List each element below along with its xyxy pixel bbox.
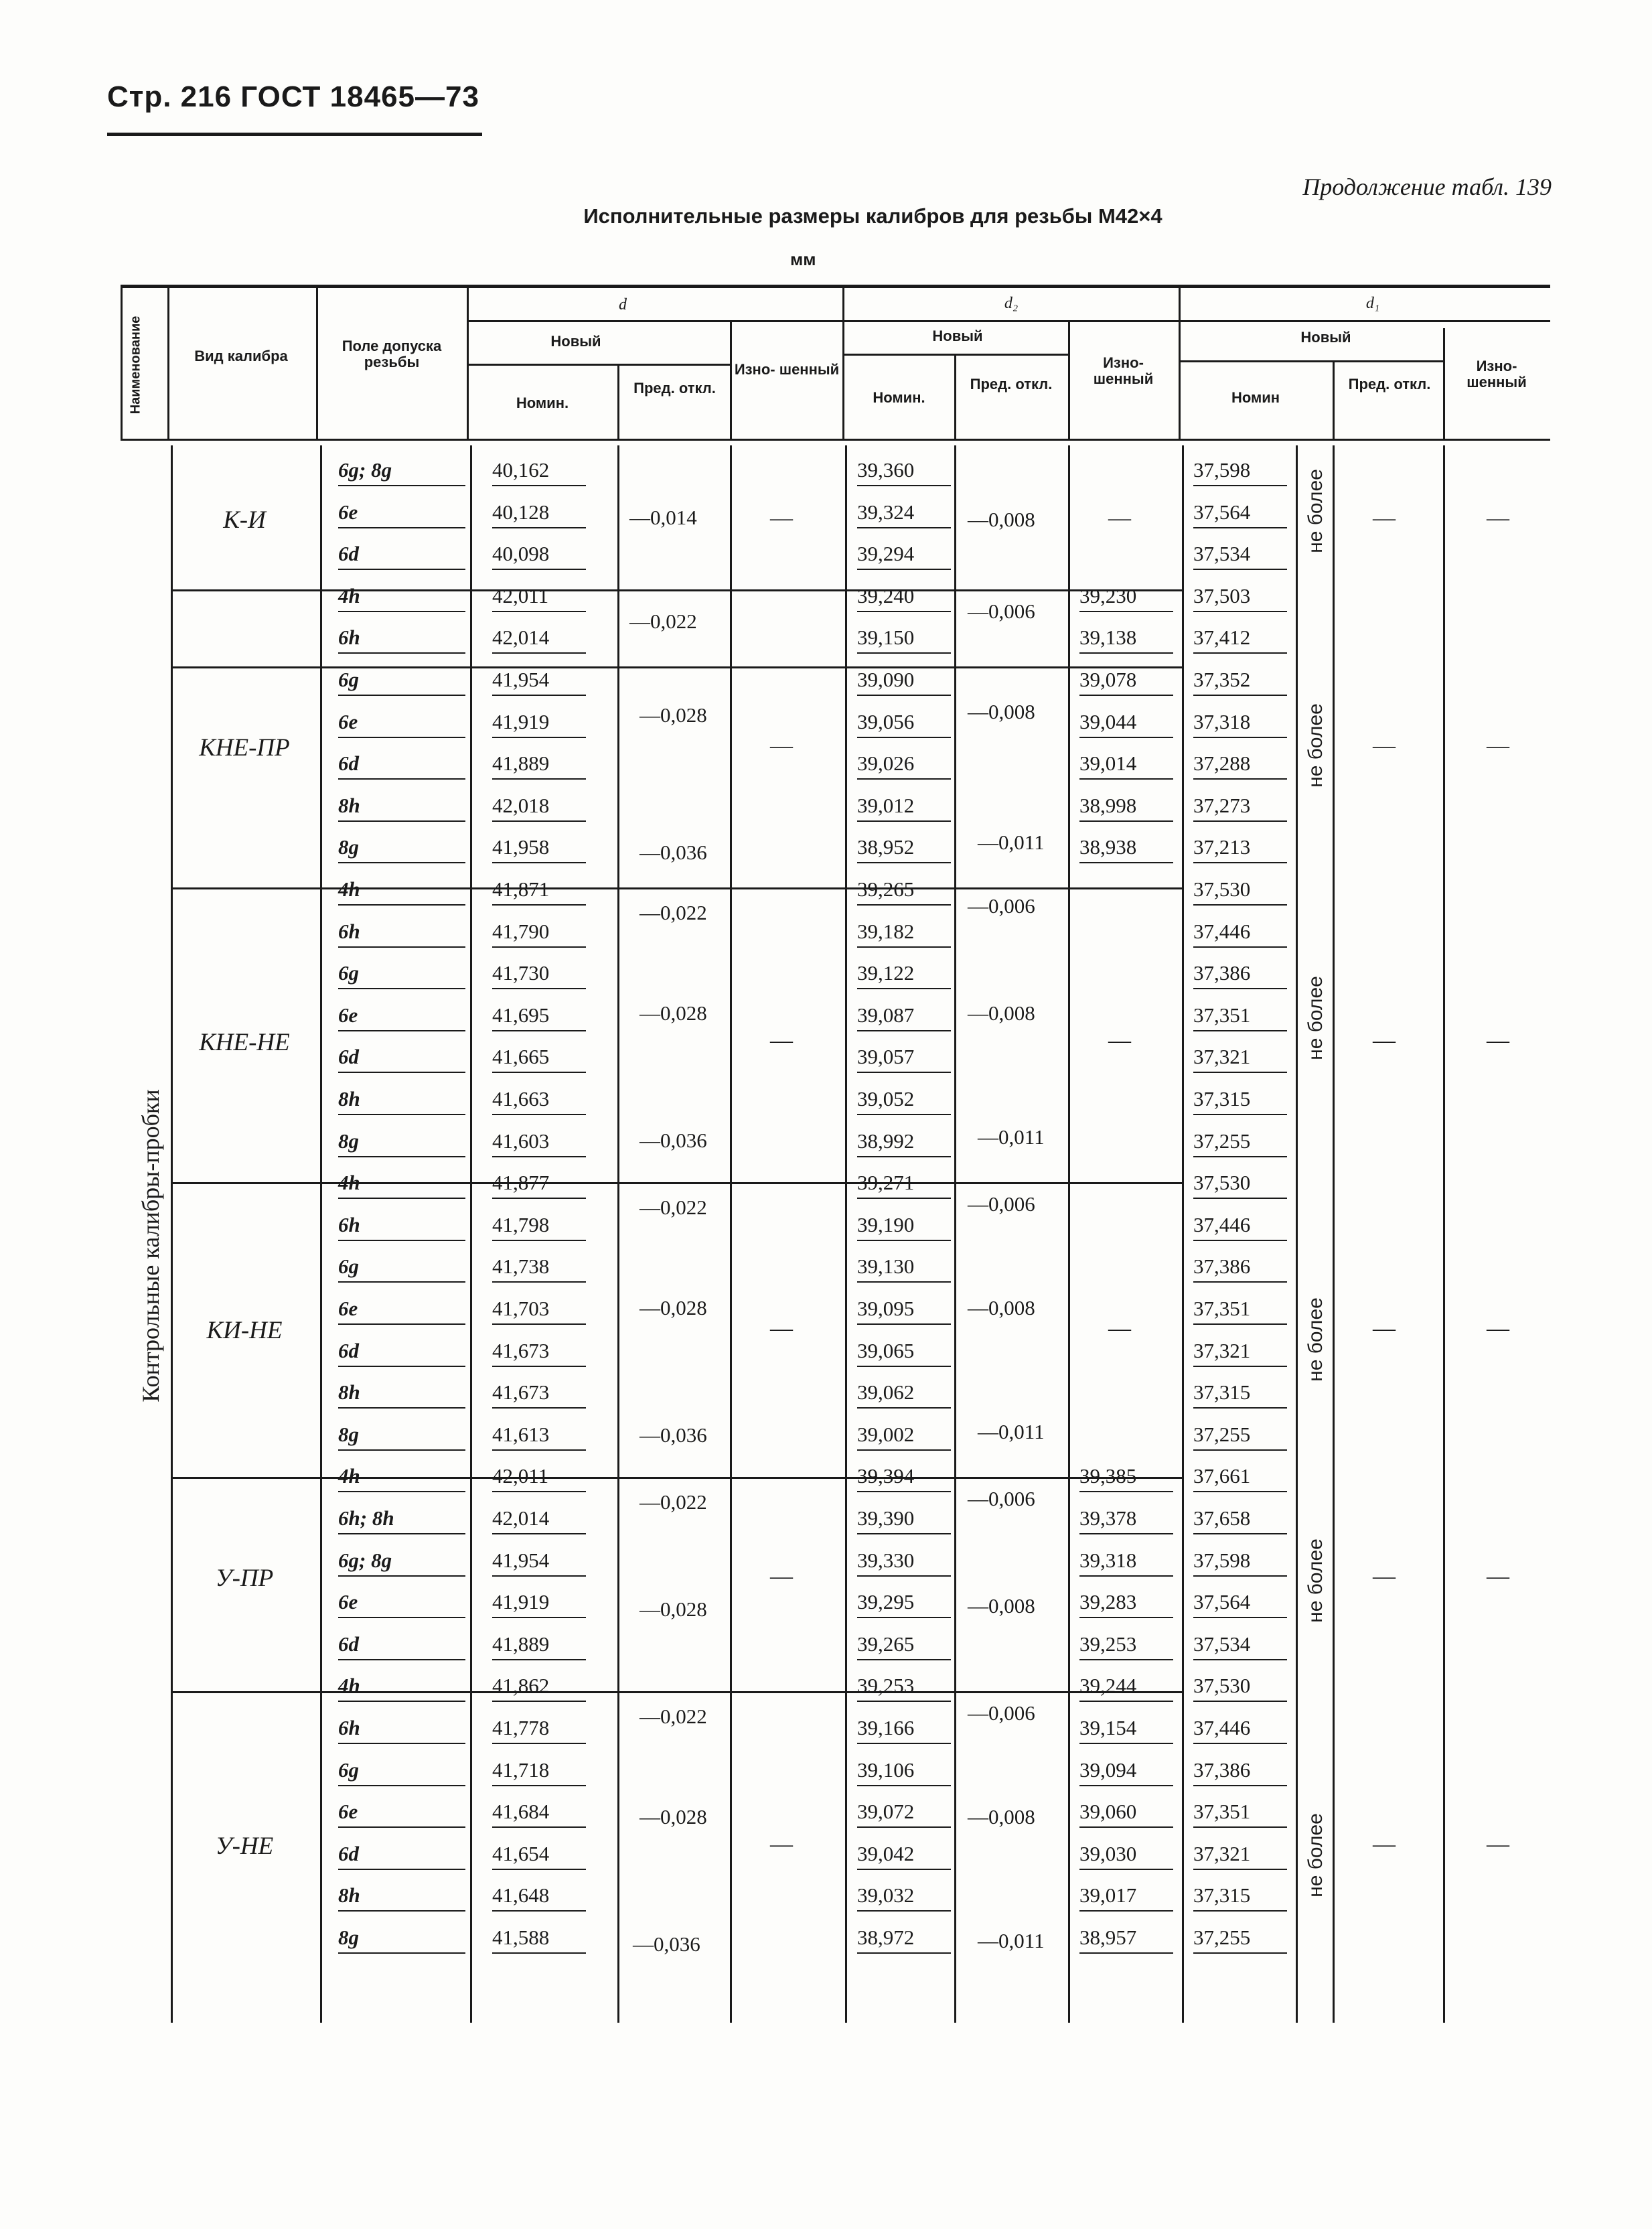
d1-nominal-cell: 37,530	[1193, 875, 1287, 906]
d2-worn-cell: 39,283	[1079, 1587, 1173, 1618]
d2-worn-cell: 39,244	[1079, 1671, 1173, 1702]
column-d1-header: d₁	[1365, 295, 1380, 312]
tolerance-field-cell: 6h	[338, 1210, 465, 1241]
header-line	[467, 364, 730, 366]
d2-worn-cell: 39,385	[1079, 1461, 1173, 1492]
d2-deviation: —0,006	[968, 894, 1035, 918]
d2-worn-cell: 39,318	[1079, 1546, 1173, 1577]
tolerance-field-cell: 6g	[338, 665, 465, 696]
body-line	[171, 445, 173, 2023]
d-nominal-cell: 41,889	[492, 1630, 586, 1660]
d-nominal-cell: 42,011	[492, 1461, 586, 1492]
group-separator	[171, 1477, 1182, 1479]
header-line	[842, 288, 844, 439]
tolerance-field-cell: 8g	[338, 1923, 465, 1954]
header-line	[1068, 321, 1070, 439]
d1-nominal-cell: 37,321	[1193, 1336, 1287, 1367]
d2-nominal-cell: 39,056	[857, 707, 951, 738]
d1-deviation-value: —	[1373, 506, 1396, 530]
d2-nominal-cell: 39,295	[857, 1587, 951, 1618]
d2-deviation: —0,006	[968, 1701, 1035, 1725]
d2-worn-cell: 39,078	[1079, 665, 1173, 696]
body-line	[470, 445, 472, 2023]
d1-nominal-cell: 37,288	[1193, 749, 1287, 780]
d1-nominal-header: Номин	[1231, 389, 1280, 406]
header-line	[1179, 288, 1181, 439]
d1-nominal-cell: 37,386	[1193, 1252, 1287, 1283]
d1-nominal-cell: 37,213	[1193, 833, 1287, 863]
d2-deviation: —0,006	[968, 1487, 1035, 1510]
d-deviation: —0,022	[640, 901, 707, 924]
d2-new-header: Новый	[932, 328, 983, 344]
group-name: Контрольные калибры-пробки	[137, 1089, 164, 1403]
d-nominal-cell: 41,958	[492, 833, 586, 863]
d2-nominal-cell: 39,062	[857, 1378, 951, 1409]
d1-worn-value: —	[1487, 733, 1509, 758]
header-line	[842, 320, 1179, 322]
d2-deviation: —0,008	[968, 1594, 1035, 1617]
d-nominal-cell: 41,862	[492, 1671, 586, 1702]
d2-nominal-cell: 39,265	[857, 875, 951, 906]
d2-worn-cell: 39,138	[1079, 623, 1173, 654]
d1-nominal-cell: 37,534	[1193, 539, 1287, 570]
kind-kne-pr: КНЕ-ПР	[199, 734, 290, 762]
d2-worn-cell: 38,938	[1079, 833, 1173, 863]
tolerance-field-cell: 8h	[338, 1084, 465, 1115]
kind-kne-ne: КНЕ-НЕ	[199, 1029, 290, 1056]
d-nominal-cell: 41,718	[492, 1755, 586, 1786]
d2-nominal-cell: 38,972	[857, 1923, 951, 1954]
d2-deviation: —0,011	[978, 1929, 1045, 1952]
column-name-header: Наименование	[128, 315, 143, 415]
d-deviation: —0,036	[633, 1932, 700, 1956]
d1-nominal-cell: 37,503	[1193, 581, 1287, 612]
column-kind-header: Вид калибра	[194, 348, 288, 364]
d2-worn-cell: 39,014	[1079, 749, 1173, 780]
d2-nominal-cell: 39,002	[857, 1420, 951, 1451]
d1-nominal-cell: 37,351	[1193, 1001, 1287, 1031]
d1-nominal-cell: 37,564	[1193, 1587, 1287, 1618]
d1-deviation-value: —	[1373, 1832, 1396, 1857]
tolerance-field-cell: 6e	[338, 707, 465, 738]
tolerance-field-cell: 6e	[338, 498, 465, 528]
d2-nominal-cell: 39,265	[857, 1630, 951, 1660]
d2-worn-value: —	[1108, 1028, 1131, 1053]
tolerance-field-cell: 6d	[338, 1839, 465, 1870]
header-line	[842, 354, 1068, 356]
tolerance-field-cell: 6d	[338, 749, 465, 780]
tolerance-field-cell: 8h	[338, 1378, 465, 1409]
d2-worn-header: Изно- шенный	[1093, 354, 1154, 388]
tolerance-field-cell: 6d	[338, 1042, 465, 1073]
d2-nominal-cell: 39,294	[857, 539, 951, 570]
header-line	[1179, 320, 1550, 322]
d-nominal-cell: 41,954	[492, 665, 586, 696]
kind-u-pr: У-ПР	[215, 1565, 274, 1592]
d2-nominal-cell: 39,394	[857, 1461, 951, 1492]
group-separator	[171, 1182, 1182, 1184]
group-separator	[171, 589, 1182, 591]
tolerance-field-cell: 6g	[338, 1252, 465, 1283]
d2-deviation: —0,008	[968, 1296, 1035, 1319]
d2-deviation: —0,011	[978, 831, 1045, 854]
d-nominal-cell: 41,603	[492, 1127, 586, 1157]
d1-nominal-cell: 37,318	[1193, 707, 1287, 738]
d2-nominal-cell: 38,992	[857, 1127, 951, 1157]
d1-nominal-cell: 37,255	[1193, 1923, 1287, 1954]
d-nominal-cell: 42,018	[492, 791, 586, 822]
tolerance-field-cell: 6g	[338, 958, 465, 989]
d1-deviation-value: —	[1373, 1316, 1396, 1341]
tolerance-field-cell: 4h	[338, 581, 465, 612]
d1-nominal-cell: 37,564	[1193, 498, 1287, 528]
d2-worn-cell: 38,957	[1079, 1923, 1173, 1954]
tolerance-field-cell: 6d	[338, 539, 465, 570]
d2-deviation-header: Пред. откл.	[970, 376, 1053, 392]
d2-nominal-cell: 39,130	[857, 1252, 951, 1283]
d2-worn-value: —	[1108, 1316, 1131, 1341]
tolerance-field-cell: 6e	[338, 1294, 465, 1325]
d-nominal-cell: 41,673	[492, 1336, 586, 1367]
d2-worn-cell: 39,230	[1079, 581, 1173, 612]
d-new-header: Новый	[550, 333, 601, 350]
d-worn-value: —	[770, 1316, 793, 1341]
d1-deviation-value: —	[1373, 1028, 1396, 1053]
d2-nominal-cell: 39,042	[857, 1839, 951, 1870]
d-nominal-cell: 41,730	[492, 958, 586, 989]
d-nominal-cell: 41,778	[492, 1713, 586, 1744]
body-line	[1333, 445, 1335, 2023]
d-nominal-cell: 41,877	[492, 1168, 586, 1199]
d2-worn-cell: 39,378	[1079, 1504, 1173, 1534]
group-separator	[171, 1691, 1182, 1693]
d-deviation: —0,028	[640, 1296, 707, 1319]
d1-worn-value: —	[1487, 1832, 1509, 1857]
d-nominal-cell: 42,014	[492, 623, 586, 654]
d2-nominal-cell: 38,952	[857, 833, 951, 863]
d2-nominal-cell: 39,150	[857, 623, 951, 654]
tolerance-field-cell: 6h	[338, 917, 465, 948]
d-worn-value: —	[770, 1028, 793, 1053]
body-line	[1443, 445, 1445, 2023]
d2-nominal-cell: 39,240	[857, 581, 951, 612]
d1-nominal-cell: 37,315	[1193, 1881, 1287, 1912]
d-nominal-cell: 41,919	[492, 707, 586, 738]
d2-deviation: —0,008	[968, 508, 1035, 531]
d2-nominal-cell: 39,065	[857, 1336, 951, 1367]
d-deviation: —0,022	[640, 1705, 707, 1728]
body-line	[1068, 445, 1070, 2023]
d2-deviation: —0,011	[978, 1125, 1045, 1149]
d-nominal-cell: 41,798	[492, 1210, 586, 1241]
d2-nominal-cell: 39,271	[857, 1168, 951, 1199]
group-separator	[171, 666, 1182, 668]
d-deviation: —0,022	[629, 609, 697, 633]
d-nominal-cell: 41,954	[492, 1546, 586, 1577]
d1-nominal-cell: 37,446	[1193, 917, 1287, 948]
tolerance-field-cell: 8g	[338, 1127, 465, 1157]
d2-worn-value: —	[1108, 506, 1131, 530]
d-nominal-cell: 40,162	[492, 455, 586, 486]
tolerance-field-cell: 6g; 8g	[338, 1546, 465, 1577]
d2-nominal-cell: 39,012	[857, 791, 951, 822]
d1-nominal-cell: 37,321	[1193, 1839, 1287, 1870]
d1-nominal-cell: 37,255	[1193, 1127, 1287, 1157]
d-worn-header: Изно- шенный	[734, 361, 840, 378]
d-nominal-cell: 41,648	[492, 1881, 586, 1912]
body-line	[617, 445, 619, 2023]
group-separator	[171, 887, 1182, 889]
d1-nominal-cell: 37,598	[1193, 455, 1287, 486]
d1-worn-value: —	[1487, 1028, 1509, 1053]
d1-nominal-cell: 37,321	[1193, 1042, 1287, 1073]
d2-deviation: —0,008	[968, 700, 1035, 723]
d1-nominal-cell: 37,534	[1193, 1630, 1287, 1660]
d-nominal-cell: 41,654	[492, 1839, 586, 1870]
d2-worn-cell: 39,094	[1079, 1755, 1173, 1786]
body-line	[954, 445, 956, 2023]
d-nominal-cell: 41,738	[492, 1252, 586, 1283]
column-field-header: Поле допуска резьбы	[342, 338, 442, 371]
d1-nominal-cell: 37,530	[1193, 1671, 1287, 1702]
page-header: Стр. 216 ГОСТ 18465—73	[107, 80, 479, 113]
not-more-note: не более	[1304, 1813, 1327, 1897]
d1-nominal-cell: 37,530	[1193, 1168, 1287, 1199]
header-line	[954, 355, 956, 439]
d2-nominal-cell: 39,360	[857, 455, 951, 486]
d1-nominal-cell: 37,412	[1193, 623, 1287, 654]
d-nominal-cell: 41,919	[492, 1587, 586, 1618]
d2-deviation: —0,006	[968, 599, 1035, 623]
d1-nominal-cell: 37,386	[1193, 958, 1287, 989]
d-nominal-cell: 41,673	[492, 1378, 586, 1409]
d2-nominal-cell: 39,190	[857, 1210, 951, 1241]
d-deviation: —0,028	[640, 1001, 707, 1025]
d1-worn-header: Изно- шенный	[1467, 358, 1527, 391]
d-deviation: —0,036	[640, 841, 707, 864]
table-top-rule	[121, 285, 1550, 288]
d1-worn-value: —	[1487, 1316, 1509, 1341]
d-worn-value: —	[770, 1832, 793, 1857]
d-nominal-cell: 41,684	[492, 1797, 586, 1828]
tolerance-field-cell: 6d	[338, 1630, 465, 1660]
d2-worn-cell: 39,253	[1079, 1630, 1173, 1660]
not-more-note: не более	[1304, 976, 1327, 1060]
kind-u-ne: У-НЕ	[215, 1832, 274, 1860]
tolerance-field-cell: 6g; 8g	[338, 455, 465, 486]
column-d2-header: d₂	[1004, 295, 1019, 312]
tolerance-field-cell: 4h	[338, 1168, 465, 1199]
not-more-note: не более	[1304, 1297, 1327, 1382]
tolerance-field-cell: 8h	[338, 791, 465, 822]
kind-ki: К-И	[223, 506, 266, 534]
not-more-note: не более	[1304, 468, 1327, 553]
d-deviation: —0,028	[640, 703, 707, 727]
d-nominal-cell: 41,695	[492, 1001, 586, 1031]
d2-worn-cell: 39,044	[1079, 707, 1173, 738]
tolerance-field-cell: 8g	[338, 833, 465, 863]
d-nominal-cell: 41,663	[492, 1084, 586, 1115]
body-line	[1182, 445, 1184, 2023]
d-nominal-cell: 40,098	[492, 539, 586, 570]
d2-worn-cell: 39,030	[1079, 1839, 1173, 1870]
header-line	[467, 320, 842, 322]
units-label: мм	[790, 249, 816, 269]
d1-nominal-cell: 37,446	[1193, 1210, 1287, 1241]
d1-nominal-cell: 37,273	[1193, 791, 1287, 822]
d-deviation: —0,022	[640, 1490, 707, 1514]
d1-nominal-cell: 37,351	[1193, 1294, 1287, 1325]
d-nominal-cell: 41,588	[492, 1923, 586, 1954]
continuation-label: Продолжение табл. 139	[1302, 173, 1552, 200]
d-nominal-cell: 41,613	[492, 1420, 586, 1451]
tolerance-field-cell: 6h; 8h	[338, 1504, 465, 1534]
d-deviation: —0,014	[629, 506, 697, 529]
d2-nominal-cell: 39,166	[857, 1713, 951, 1744]
d-nominal-cell: 42,014	[492, 1504, 586, 1534]
d1-deviation-value: —	[1373, 1564, 1396, 1589]
not-more-note: не более	[1304, 1538, 1327, 1623]
d-deviation: —0,022	[640, 1196, 707, 1219]
d-nominal-cell: 41,871	[492, 875, 586, 906]
d2-nominal-cell: 39,032	[857, 1881, 951, 1912]
d2-nominal-cell: 39,324	[857, 498, 951, 528]
tolerance-field-cell: 6g	[338, 1755, 465, 1786]
d-nominal-cell: 40,128	[492, 498, 586, 528]
d2-nominal-cell: 39,072	[857, 1797, 951, 1828]
d2-worn-cell: 39,154	[1079, 1713, 1173, 1744]
d2-deviation: —0,011	[978, 1420, 1045, 1443]
d1-nominal-cell: 37,386	[1193, 1755, 1287, 1786]
not-more-note: не более	[1304, 703, 1327, 788]
d-deviation-header: Пред. откл.	[633, 380, 716, 397]
header-rule	[107, 133, 482, 136]
d2-nominal-cell: 39,026	[857, 749, 951, 780]
d2-nominal-cell: 39,106	[857, 1755, 951, 1786]
d2-nominal-cell: 39,390	[857, 1504, 951, 1534]
d1-nominal-cell: 37,598	[1193, 1546, 1287, 1577]
d2-worn-cell: 38,998	[1079, 791, 1173, 822]
kind-ki-ne: КИ-НЕ	[206, 1317, 283, 1344]
tolerance-field-cell: 6d	[338, 1336, 465, 1367]
d1-worn-value: —	[1487, 1564, 1509, 1589]
d-nominal-header: Номин.	[516, 394, 569, 411]
d-deviation: —0,028	[640, 1805, 707, 1828]
d2-worn-cell: 39,017	[1079, 1881, 1173, 1912]
d2-nominal-cell: 39,090	[857, 665, 951, 696]
header-line	[617, 365, 619, 439]
header-line	[730, 321, 732, 439]
tolerance-field-cell: 4h	[338, 875, 465, 906]
header-line	[167, 288, 169, 439]
body-line	[1296, 445, 1298, 2023]
d2-nominal-cell: 39,095	[857, 1294, 951, 1325]
d1-nominal-cell: 37,351	[1193, 1797, 1287, 1828]
header-line	[1443, 328, 1445, 439]
tolerance-field-cell: 6e	[338, 1001, 465, 1031]
tolerance-field-cell: 6e	[338, 1797, 465, 1828]
d2-nominal-header: Номин.	[873, 389, 925, 406]
column-d-header: d	[619, 296, 627, 313]
d2-nominal-cell: 39,182	[857, 917, 951, 948]
d1-worn-value: —	[1487, 506, 1509, 530]
body-line	[320, 445, 322, 2023]
d1-nominal-cell: 37,446	[1193, 1713, 1287, 1744]
tolerance-field-cell: 4h	[338, 1671, 465, 1702]
d-deviation: —0,036	[640, 1423, 707, 1447]
header-line	[1179, 360, 1443, 362]
d1-nominal-cell: 37,255	[1193, 1420, 1287, 1451]
d-nominal-cell: 41,703	[492, 1294, 586, 1325]
table-title: Исполнительные размеры калибров для резьбы М42×4	[583, 204, 1162, 228]
d1-nominal-cell: 37,658	[1193, 1504, 1287, 1534]
d2-nominal-cell: 39,330	[857, 1546, 951, 1577]
d2-nominal-cell: 39,253	[857, 1671, 951, 1702]
d2-worn-cell: 39,060	[1079, 1797, 1173, 1828]
tolerance-field-cell: 8h	[338, 1881, 465, 1912]
tolerance-field-cell: 4h	[338, 1461, 465, 1492]
d1-nominal-cell: 37,315	[1193, 1084, 1287, 1115]
tolerance-field-cell: 6e	[338, 1587, 465, 1618]
d2-nominal-cell: 39,052	[857, 1084, 951, 1115]
d2-deviation: —0,008	[968, 1805, 1035, 1828]
d-deviation: —0,028	[640, 1597, 707, 1621]
d-deviation: —0,036	[640, 1129, 707, 1152]
body-line	[730, 445, 732, 2023]
body-line	[845, 445, 847, 2023]
tolerance-field-cell: 6h	[338, 1713, 465, 1744]
header-bottom-rule	[121, 439, 1550, 441]
d-worn-value: —	[770, 1564, 793, 1589]
d-worn-value: —	[770, 733, 793, 758]
d2-nominal-cell: 39,057	[857, 1042, 951, 1073]
d1-nominal-cell: 37,352	[1193, 665, 1287, 696]
tolerance-field-cell: 8g	[338, 1420, 465, 1451]
d1-deviation-value: —	[1373, 733, 1396, 758]
d1-new-header: Новый	[1300, 329, 1351, 346]
header-line	[316, 288, 318, 439]
d1-deviation-header: Пред. откл.	[1348, 376, 1431, 392]
d-nominal-cell: 41,665	[492, 1042, 586, 1073]
d2-nominal-cell: 39,087	[857, 1001, 951, 1031]
d1-nominal-cell: 37,315	[1193, 1378, 1287, 1409]
d1-nominal-cell: 37,661	[1193, 1461, 1287, 1492]
header-line	[1333, 362, 1335, 439]
tolerance-field-cell: 6h	[338, 623, 465, 654]
d-nominal-cell: 41,889	[492, 749, 586, 780]
d2-deviation: —0,008	[968, 1001, 1035, 1025]
d2-deviation: —0,006	[968, 1192, 1035, 1216]
d2-nominal-cell: 39,122	[857, 958, 951, 989]
d-nominal-cell: 42,011	[492, 581, 586, 612]
d-nominal-cell: 41,790	[492, 917, 586, 948]
d-worn-value: —	[770, 506, 793, 530]
